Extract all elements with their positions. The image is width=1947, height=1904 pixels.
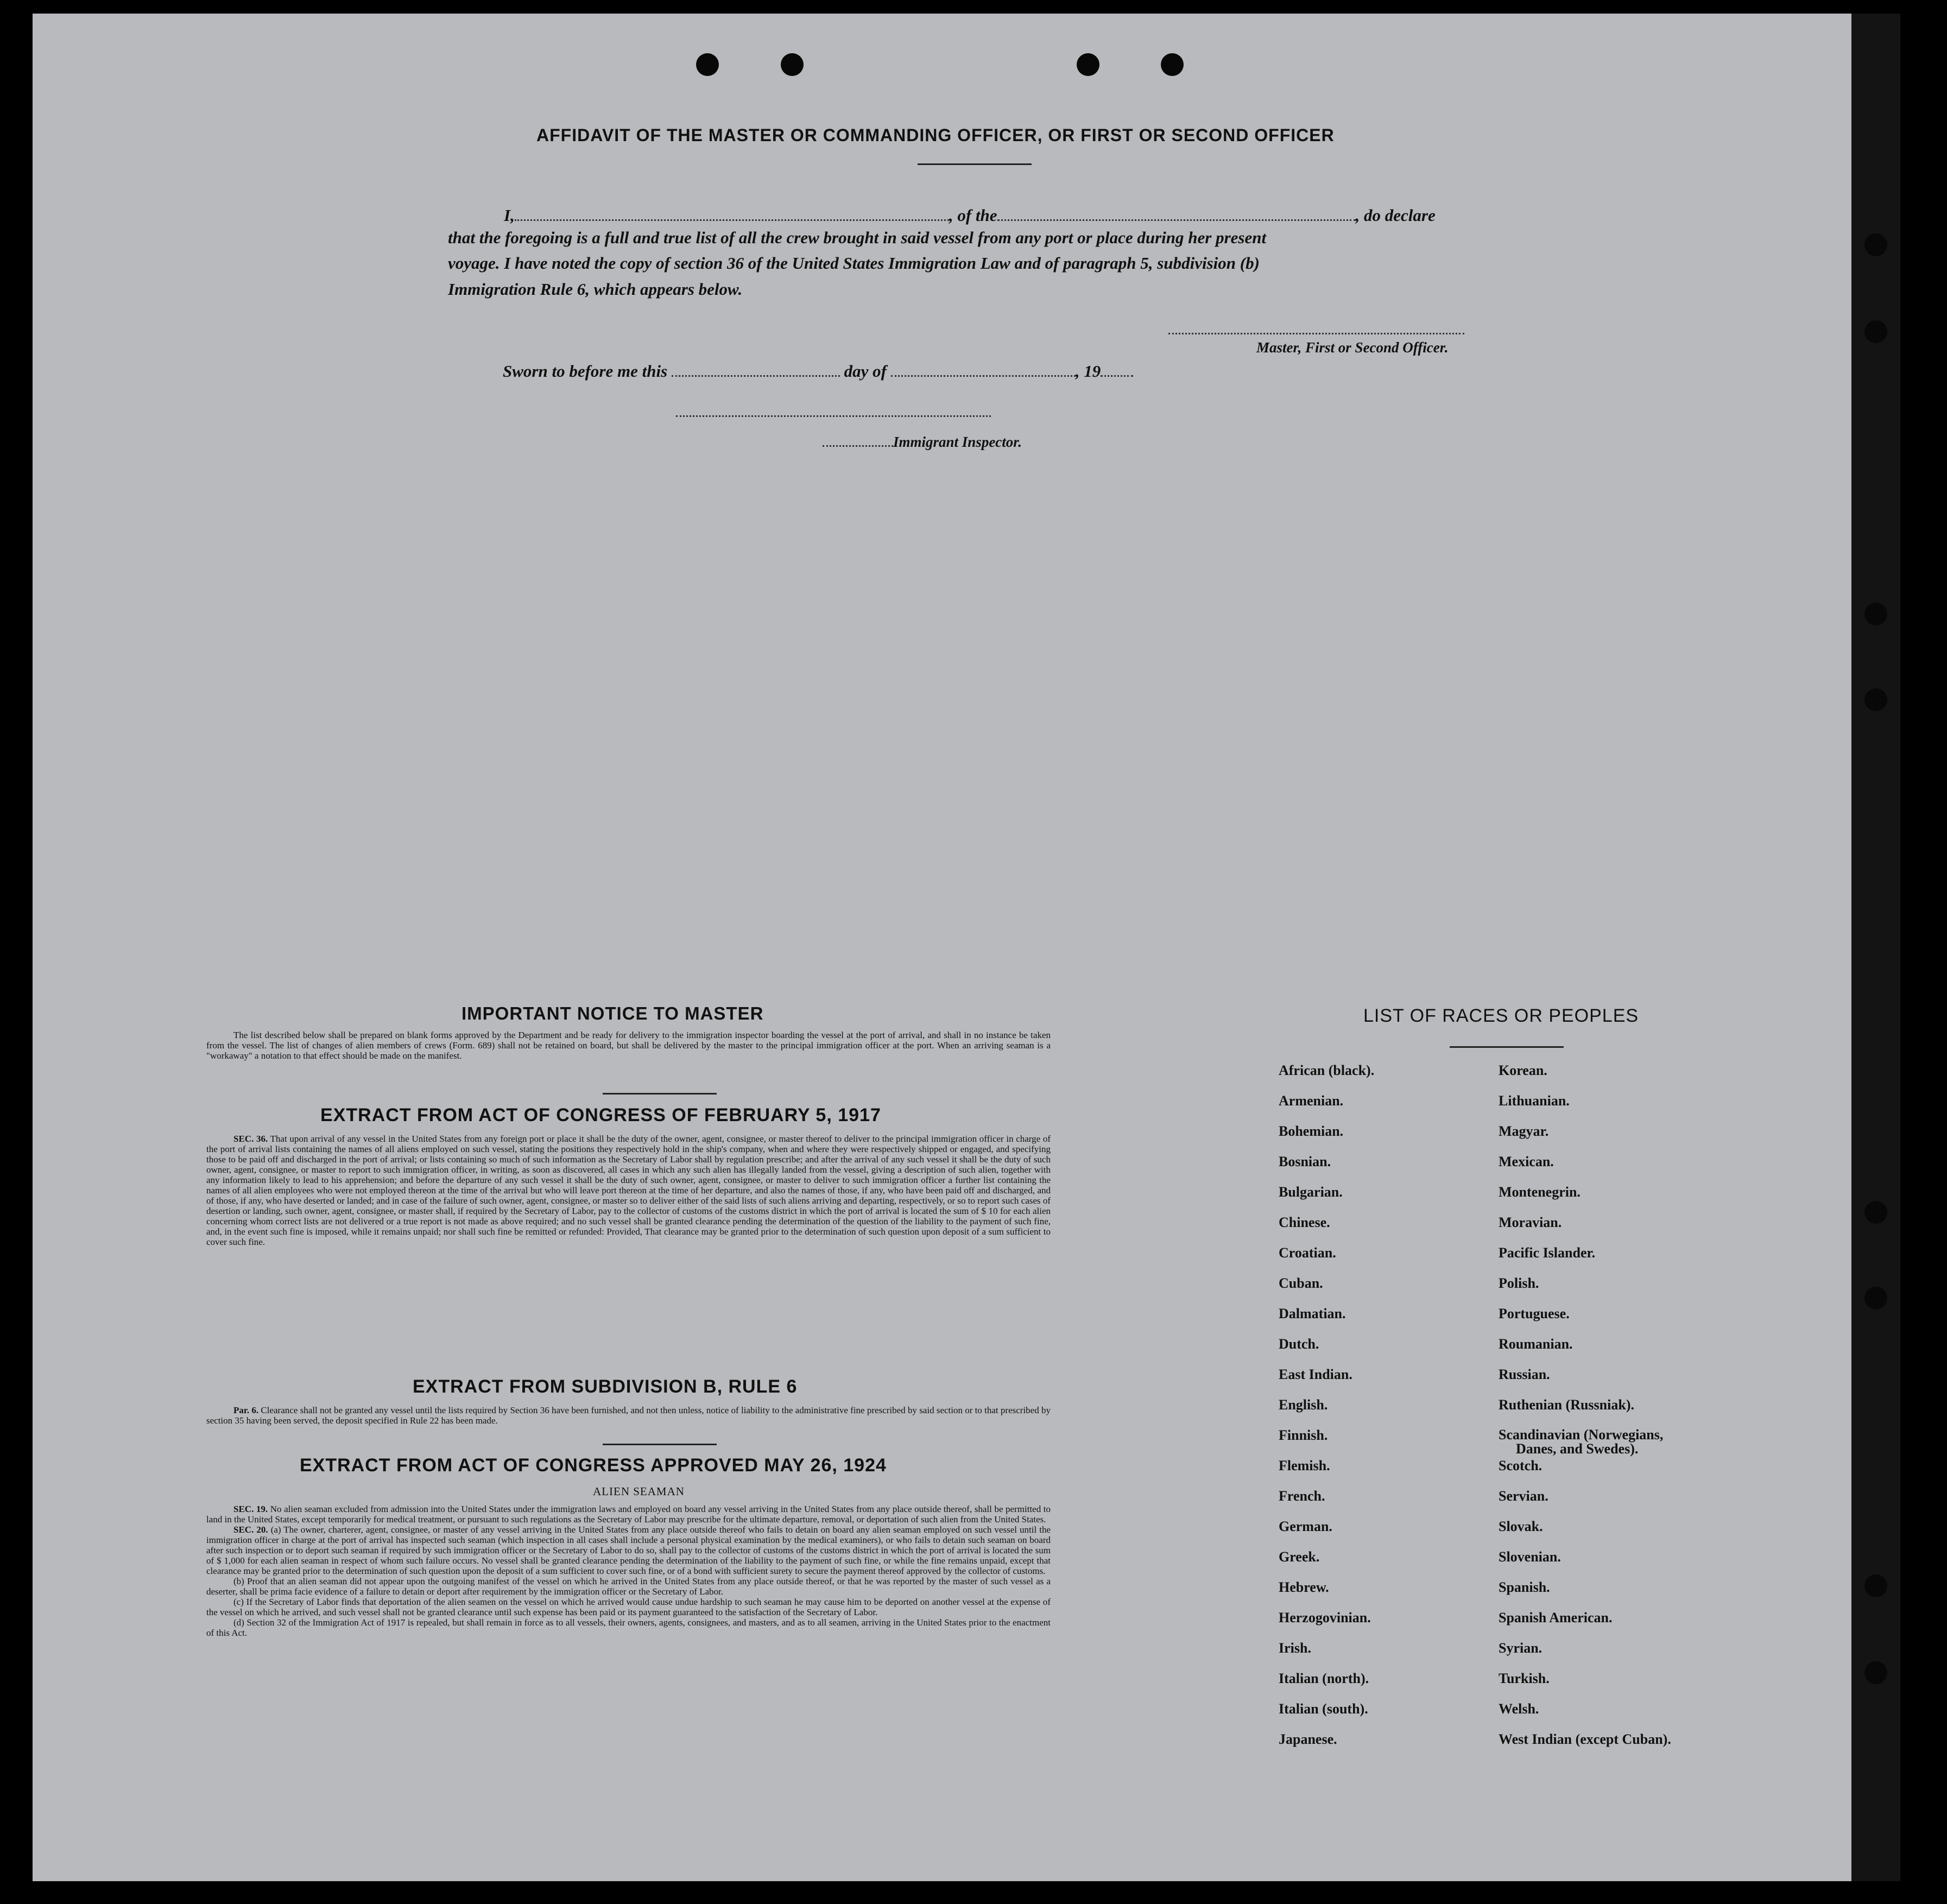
- race-label: Bohemian.: [1279, 1123, 1344, 1139]
- race-label: Herzogovinian.: [1279, 1610, 1371, 1625]
- sec-36-label: SEC. 36.: [233, 1134, 268, 1144]
- document-page: [33, 14, 1900, 1881]
- section-rule: [603, 1093, 717, 1095]
- race-item: [1279, 1641, 1374, 1671]
- race-item: [1499, 1306, 1671, 1337]
- race-label: East Indian.: [1279, 1367, 1352, 1382]
- race-item: [1499, 1610, 1671, 1641]
- race-item: [1499, 1154, 1671, 1185]
- sec-20-label: SEC. 20.: [233, 1525, 268, 1535]
- race-label: Italian (south).: [1279, 1701, 1368, 1717]
- race-label-continued: Danes, and Swedes).: [1516, 1441, 1639, 1457]
- race-label: Russian.: [1499, 1367, 1550, 1382]
- race-item: [1499, 1732, 1671, 1762]
- races-right-column: [1499, 1063, 1671, 1762]
- race-label: Irish.: [1279, 1640, 1311, 1656]
- sworn-day-field[interactable]: [672, 358, 840, 377]
- race-label: Roumanian.: [1499, 1336, 1573, 1352]
- sworn-month-field[interactable]: [891, 358, 1076, 377]
- race-label: Portuguese.: [1499, 1306, 1570, 1321]
- race-item: [1499, 1549, 1671, 1580]
- race-label: Montenegrin.: [1499, 1184, 1581, 1200]
- race-item: [1279, 1580, 1374, 1610]
- race-item: [1279, 1185, 1374, 1215]
- race-item: [1279, 1610, 1374, 1641]
- race-label: Japanese.: [1279, 1731, 1337, 1747]
- race-item: [1499, 1367, 1671, 1397]
- races-title: LIST OF RACES OR PEOPLES: [1363, 1005, 1639, 1026]
- sworn-line: [503, 358, 1133, 381]
- officer-name-field[interactable]: [515, 203, 949, 221]
- extract-1924-title: EXTRACT FROM ACT OF CONGRESS APPROVED MAY 26, 1924: [300, 1455, 887, 1476]
- race-label: Lithuanian.: [1499, 1093, 1570, 1109]
- master-signature-line[interactable]: [1168, 333, 1464, 334]
- punch-hole: [696, 53, 719, 76]
- race-item: [1499, 1215, 1671, 1245]
- notice-text: [206, 1030, 1051, 1061]
- race-item: [1499, 1489, 1671, 1519]
- affidavit-line-4: Immigration Rule 6, which appears below.: [448, 280, 743, 299]
- race-item: [1279, 1549, 1374, 1580]
- race-label: Korean.: [1499, 1062, 1547, 1078]
- race-label: Italian (north).: [1279, 1671, 1369, 1686]
- race-item: [1499, 1580, 1671, 1610]
- punch-hole: [1864, 1661, 1887, 1684]
- year-label: , 19: [1075, 362, 1101, 381]
- race-item: [1499, 1458, 1671, 1489]
- race-item: [1279, 1154, 1374, 1185]
- title-rule: [918, 163, 1032, 165]
- race-item: [1279, 1245, 1374, 1276]
- inspector-label-line: [823, 431, 1022, 451]
- extract-1917-title: EXTRACT FROM ACT OF CONGRESS OF FEBRUARY 5, 1917: [320, 1105, 881, 1125]
- extract-1924-text: [206, 1504, 1051, 1638]
- page-edge-shadow: [1851, 14, 1900, 1881]
- par-6-label: Par. 6.: [233, 1405, 259, 1415]
- punch-hole: [1864, 1287, 1887, 1310]
- sec-20a-text: (a) The owner, charterer, agent, consignee, or master of any vessel arriving in the United States from any place outside thereof who fails to detain on board any alien seaman employed on such vessel until the immigration officer in charge at the port of arrival has inspected such seaman (which inspection in all cases shall include a personal physical examination by the medical examiners), or who fails to detain such seaman on board after such inspection or to deport such seaman if required by such immigration officer or the Secretary of Labor to do so, shall pay to the collector of customs of the customs district in which the port of arrival is located the sum of $ 1,000 for each alien seaman in respect of whom such failure occurs. No vessel shall be granted clearance pending the determination of the liability to the payment of such fine, or while the fine remains unpaid, except that clearance may be granted prior to the determination of such question upon the deposit of a sum sufficient to cover such fine, or of a bond with sufficient surety to secure the payment thereof approved by the collector of customs.: [206, 1525, 1051, 1576]
- sec-20d-text: (d) Section 32 of the Immigration Act of 1917 is repealed, but shall remain in force as to all vessels, their owners, agents, consignees, and masters, and as to all seamen, arriving in the United States prior to the enactment of this Act.: [206, 1617, 1051, 1638]
- race-item: [1499, 1245, 1671, 1276]
- race-label: French.: [1279, 1488, 1325, 1504]
- race-label: Moravian.: [1499, 1214, 1562, 1230]
- race-item: [1499, 1185, 1671, 1215]
- punch-hole: [1864, 1574, 1887, 1597]
- race-item: [1499, 1124, 1671, 1154]
- sworn-year-field[interactable]: [1101, 358, 1133, 377]
- sec-20b-text: (b) Proof that an alien seaman did not appear upon the outgoing manifest of the vessel on which he arrived in the United States from any place outside thereof, or that he was reported by the master of such vessel as a deserter, shall be prima facie evidence of a failure to detain or deport after requirement by the immigration officer or the Secretary of Labor.: [206, 1576, 1051, 1597]
- race-label: Hebrew.: [1279, 1579, 1329, 1595]
- race-label: Syrian.: [1499, 1640, 1543, 1656]
- race-label: Flemish.: [1279, 1458, 1330, 1473]
- race-label: Servian.: [1499, 1488, 1548, 1504]
- par-6-text: Clearance shall not be granted any vessel until the lists required by Section 36 have been furnished, and not then unless, notice of liability to the administrative fine prescribed by said section or to that prescribed by section 35 having been served, the deposit specified in Rule 22 has been made.: [206, 1405, 1051, 1426]
- punch-hole: [1161, 53, 1184, 76]
- race-label: English.: [1279, 1397, 1328, 1413]
- race-label: Greek.: [1279, 1549, 1320, 1565]
- race-label: Chinese.: [1279, 1214, 1330, 1230]
- notice-paragraph: The list described below shall be prepared on blank forms approved by the Department and be ready for delivery to the immigration inspector boarding the vessel at the port of arrival, and shall in no instance be taken from the vessel. The list of changes of alien members of crews (Form. 689) shall not be retained on board, but shall be delivered by the master to the principal immigration officer at the port. When an arriving seaman is a "workaway" a notation to that effect should be made on the manifest.: [206, 1030, 1051, 1061]
- punch-hole: [1864, 603, 1887, 625]
- race-label: Scandinavian (Norwegians,: [1499, 1427, 1664, 1443]
- declare-label: , do declare: [1355, 206, 1436, 225]
- races-left-column: [1279, 1063, 1374, 1762]
- race-item: [1279, 1671, 1374, 1701]
- punch-hole: [1864, 1201, 1887, 1224]
- affidavit-line-3: voyage. I have noted the copy of section 36 of the United States Immigration Law and of paragraph 5, subdivision (b): [448, 254, 1260, 273]
- race-label: German.: [1279, 1519, 1332, 1534]
- race-item: [1279, 1428, 1374, 1458]
- sec-19-text: No alien seaman excluded from admission into the United States under the immigration laws and employed on board any vessel arriving in the United States from any place outside thereof, shall be permitted to land in the United States, except temporarily for medical treatment, or pursuant to such regulations as the Secretary of Labor may prescribe for the ultimate departure, removal, or deportation of such alien from the United States.: [206, 1504, 1051, 1525]
- race-item: [1279, 1519, 1374, 1549]
- race-label: Spanish American.: [1499, 1610, 1613, 1625]
- race-label: Welsh.: [1499, 1701, 1539, 1717]
- alien-seaman-subtitle: ALIEN SEAMAN: [593, 1485, 685, 1498]
- race-item: [1279, 1215, 1374, 1245]
- sec-20c-text: (c) If the Secretary of Labor finds that deportation of the alien seamen on the vessel on which he arrived would cause undue hardship to such seaman he may cause him to be deported on another vessel at the expense of the vessel on which he arrived, and such vessel shall not be granted clearance until such expense has been paid or its payment guaranteed to the satisfaction of the Secretary of Labor.: [206, 1597, 1051, 1617]
- punch-hole: [1077, 53, 1099, 76]
- affidavit-line-2: that the foregoing is a full and true list of all the crew brought in said vessel from any port or place during her present: [448, 228, 1267, 247]
- race-item: [1279, 1701, 1374, 1732]
- race-label: Armenian.: [1279, 1093, 1344, 1109]
- inspector-name-field[interactable]: [823, 431, 893, 447]
- race-item: [1279, 1367, 1374, 1397]
- race-item: [1279, 1397, 1374, 1428]
- race-item: [1499, 1093, 1671, 1124]
- race-label: Bosnian.: [1279, 1154, 1331, 1169]
- punch-hole: [1864, 688, 1887, 711]
- race-item: [1499, 1063, 1671, 1093]
- race-label: Ruthenian (Russniak).: [1499, 1397, 1634, 1413]
- races-rule: [1450, 1046, 1564, 1048]
- race-item: [1499, 1337, 1671, 1367]
- race-label: Finnish.: [1279, 1427, 1328, 1443]
- punch-hole: [1864, 233, 1887, 256]
- race-label: Slovak.: [1499, 1519, 1543, 1534]
- extract-1917-text: [206, 1134, 1051, 1247]
- race-label: Pacific Islander.: [1499, 1245, 1596, 1261]
- race-item: [1499, 1519, 1671, 1549]
- affidavit-line-1: [504, 203, 1542, 225]
- day-of-label: day of: [844, 362, 887, 381]
- sworn-label: Sworn to before me this: [503, 362, 668, 381]
- affidavit-title: AFFIDAVIT OF THE MASTER OR COMMANDING OFFICER, OR FIRST OR SECOND OFFICER: [536, 125, 1335, 145]
- vessel-label: , of the: [949, 206, 997, 225]
- inspector-label: Immigrant Inspector.: [893, 434, 1022, 450]
- race-label: Bulgarian.: [1279, 1184, 1343, 1200]
- race-label: Slovenian.: [1499, 1549, 1561, 1565]
- punch-hole: [1864, 320, 1887, 343]
- section-rule: [603, 1444, 717, 1445]
- race-item: [1279, 1093, 1374, 1124]
- race-label: West Indian (except Cuban).: [1499, 1731, 1671, 1747]
- race-item: [1279, 1458, 1374, 1489]
- extract-rule-6-text: [206, 1405, 1051, 1426]
- race-item: [1279, 1337, 1374, 1367]
- race-item: [1499, 1428, 1671, 1458]
- race-label: Polish.: [1499, 1275, 1539, 1291]
- race-label: Cuban.: [1279, 1275, 1323, 1291]
- declarant-label: I,: [504, 206, 515, 225]
- race-label: Dutch.: [1279, 1336, 1319, 1352]
- race-item: [1499, 1397, 1671, 1428]
- race-label: Scotch.: [1499, 1458, 1543, 1473]
- race-label: Spanish.: [1499, 1579, 1550, 1595]
- race-item: [1499, 1276, 1671, 1306]
- race-item: [1279, 1063, 1374, 1093]
- race-item: [1279, 1489, 1374, 1519]
- race-item: [1279, 1276, 1374, 1306]
- master-signature-label: Master, First or Second Officer.: [1256, 339, 1449, 356]
- race-label: Croatian.: [1279, 1245, 1336, 1261]
- race-label: Dalmatian.: [1279, 1306, 1346, 1321]
- race-item: [1499, 1641, 1671, 1671]
- race-item: [1279, 1124, 1374, 1154]
- notice-title: IMPORTANT NOTICE TO MASTER: [462, 1003, 764, 1023]
- race-item: [1279, 1306, 1374, 1337]
- sec-36-text: That upon arrival of any vessel in the United States from any foreign port or place it shall be the duty of the owner, agent, consignee, or master thereof to deliver to the principal immigration officer in charge of the port of arrival lists containing the names of all aliens employed on such vessel, stating the positions they respectively hold in the ship's company, when and where they were respectively shipped or engaged, and specifying those to be paid off and discharged in the port of arrival; or lists containing so much of such information as the Secretary of Labor shall by regulation prescribe; and after the arrival of any such vessel it shall be the duty of such owner, agent, consignee, or master to report to such immigration officer, in writing, as soon as discovered, all cases in which any such alien has illegally landed from the vessel, giving a description of such alien, together with any information likely to lead to his apprehension; and before the departure of any such vessel it shall be the duty of such owner, agent, consignee, or master to deliver to such immigration officer a further list containing the names of all alien employees who were not employed thereon at the time of the arrival but who will leave port thereon at the time of her departure, and also the names of those, if any, who have been paid off and discharged, and of those, if any, who have deserted or landed; and in case of the failure of such owner, agent, consignee, or master so to deliver either of the said lists of such aliens arriving and departing, respectively, or so to report such cases of desertion or landing, such owner, agent, consignee, or master shall, if required by the Secretary of Labor, pay to the collector of customs of the customs district in which the port of arrival is located the sum of $ 10 for each alien concerning whom correct lists are not delivered or a true report is not made as above required; and no such vessel shall be granted clearance pending the determination of the question of the liability to the payment of such fine, and, in the event such fine is imposed, while it remains unpaid; nor shall such fine be remitted or refunded: Provided, That clearance may be granted prior to the determination of such question upon deposit of a sum sufficient to cover such fine.: [206, 1134, 1051, 1247]
- race-item: [1279, 1732, 1374, 1762]
- race-item: [1499, 1701, 1671, 1732]
- race-label: Turkish.: [1499, 1671, 1550, 1686]
- punch-hole: [781, 53, 804, 76]
- race-label: Magyar.: [1499, 1123, 1549, 1139]
- extract-rule-6-title: EXTRACT FROM SUBDIVISION B, RULE 6: [413, 1376, 798, 1397]
- vessel-name-field[interactable]: [997, 203, 1356, 221]
- sec-19-label: SEC. 19.: [233, 1504, 268, 1514]
- race-item: [1499, 1671, 1671, 1701]
- race-label: Mexican.: [1499, 1154, 1554, 1169]
- race-label: African (black).: [1279, 1062, 1375, 1078]
- inspector-signature-line[interactable]: [676, 415, 991, 417]
